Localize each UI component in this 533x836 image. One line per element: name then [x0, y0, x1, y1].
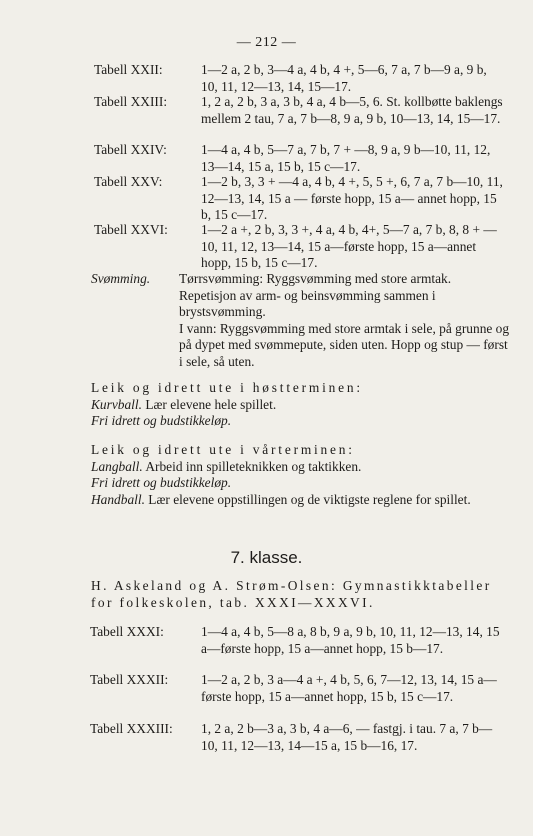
autumn-line-athletics: Fri idrett og budstikkeløp.	[91, 413, 232, 429]
activity-title: Langball.	[91, 458, 143, 474]
activity-text: Arbeid inn spilleteknikken og taktikken.	[142, 458, 362, 474]
table-exercises: 1—2 a, 2 b, 3—4 a, 4 b, 4 +, 5—6, 7 a, 7 b—9 a, 9 b, 10, 11, 12—13, 14, 15—17.	[201, 62, 487, 94]
swimming-section	[91, 271, 511, 371]
table-label: Tabell XXVI:	[94, 222, 168, 237]
autumn-heading: Leik og idrett ute i høstterminen:	[91, 380, 363, 395]
table-exercises: 1—4 a, 4 b, 5—7 a, 7 b, 7 + —8, 9 a, 9 b—10, 11, 12, 13—14, 15 a, 15 b, 15 c—17.	[201, 142, 491, 174]
table-entry-xxv	[94, 174, 506, 224]
table-exercises: 1—4 a, 4 b, 5—8 a, 8 b, 9 a, 9 b, 10, 11, 12—13, 14, 15 a—første hopp, 15 a—annet hopp, 15 b—17.	[201, 624, 500, 656]
spring-term-section	[91, 442, 511, 508]
spring-line-athletics: Fri idrett og budstikkeløp.	[91, 475, 232, 491]
swimming-water-paragraph: I vann: Ryggsvømming med store armtak i sele, på grunne og på dypet med svømmepute, siden uten. Hopp og stup — først i sele, så uten.	[179, 320, 510, 369]
table-entry-xxiii	[94, 94, 506, 127]
table-label: Tabell XXIII:	[94, 94, 168, 109]
table-entry-xxxiii	[90, 721, 508, 754]
table-exercises: 1—2 a, 2 b, 3 a—4 a +, 4 b, 5, 6, 7—12, 13, 14, 15 a—første hopp, 15 a—annet hopp, 15 b, 15 c—17.	[201, 672, 497, 704]
authors-reference: H. Askeland og A. Strøm-Olsen: Gymnastikktabeller for folkeskolen, tab. XXXI—XXXVI.	[91, 578, 492, 610]
table-entry-xxvi	[94, 222, 506, 272]
table-entry-xxxi	[90, 624, 508, 657]
swimming-label: Svømming.	[91, 271, 151, 286]
table-exercises: 1—2 b, 3, 3 + —4 a, 4 b, 4 +, 5, 5 +, 6, 7 a, 7 b—10, 11, 12—13, 14, 15 a — første hopp, 15 a— annet hopp, 15 b, 15 c—17.	[201, 174, 503, 223]
table-exercises: 1, 2 a, 2 b, 3 a, 3 b, 4 a, 4 b—5, 6. St. kollbøtte baklengs mellem 2 tau, 7 a, 7 b—8, 9 a, 9 b, 10—13, 14, 15—17.	[201, 94, 503, 126]
autumn-term-section	[91, 380, 511, 430]
table-label: Tabell XXII:	[94, 62, 163, 77]
spring-line-langball	[91, 459, 511, 476]
activity-text: Lær elevene oppstillingen og de viktigste reglene for spillet.	[144, 491, 471, 507]
table-entry-xxii	[94, 62, 506, 95]
table-label: Tabell XXXII:	[90, 672, 169, 687]
table-exercises: 1, 2 a, 2 b—3 a, 3 b, 4 a—6, — fastgj. i tau. 7 a, 7 b—10, 11, 12—13, 14—15 a, 15 b—16, 17.	[201, 721, 493, 753]
table-exercises: 1—2 a +, 2 b, 3, 3 +, 4 a, 4 b, 4+, 5—7 a, 7 b, 8, 8 + —10, 11, 12, 13—14, 15 a—første hopp, 15 a—annet hopp, 15 b, 15 c—17.	[201, 222, 497, 271]
class-heading: 7. klasse.	[230, 548, 303, 567]
table-label: Tabell XXV:	[94, 174, 163, 189]
table-label: Tabell XXIV:	[94, 142, 167, 157]
activity-title: Kurvball.	[91, 396, 142, 412]
page-number: — 212 —	[236, 35, 297, 50]
autumn-line-basketball	[91, 397, 511, 414]
table-label: Tabell XXXIII:	[90, 721, 173, 736]
spring-heading: Leik og idrett ute i vårterminen:	[91, 442, 355, 457]
table-label: Tabell XXXI:	[90, 624, 164, 639]
table-entry-xxiv	[94, 142, 506, 175]
activity-text: Lær elevene hele spillet.	[141, 396, 277, 412]
activity-title: Handball.	[91, 491, 145, 507]
swimming-dry-paragraph: Tørrsvømming: Ryggsvømming med store armtak. Repetisjon av arm- og beinsvømming sammen i brystsvømming.	[179, 271, 452, 320]
spring-line-handball	[91, 492, 511, 509]
table-entry-xxxii	[90, 672, 508, 705]
